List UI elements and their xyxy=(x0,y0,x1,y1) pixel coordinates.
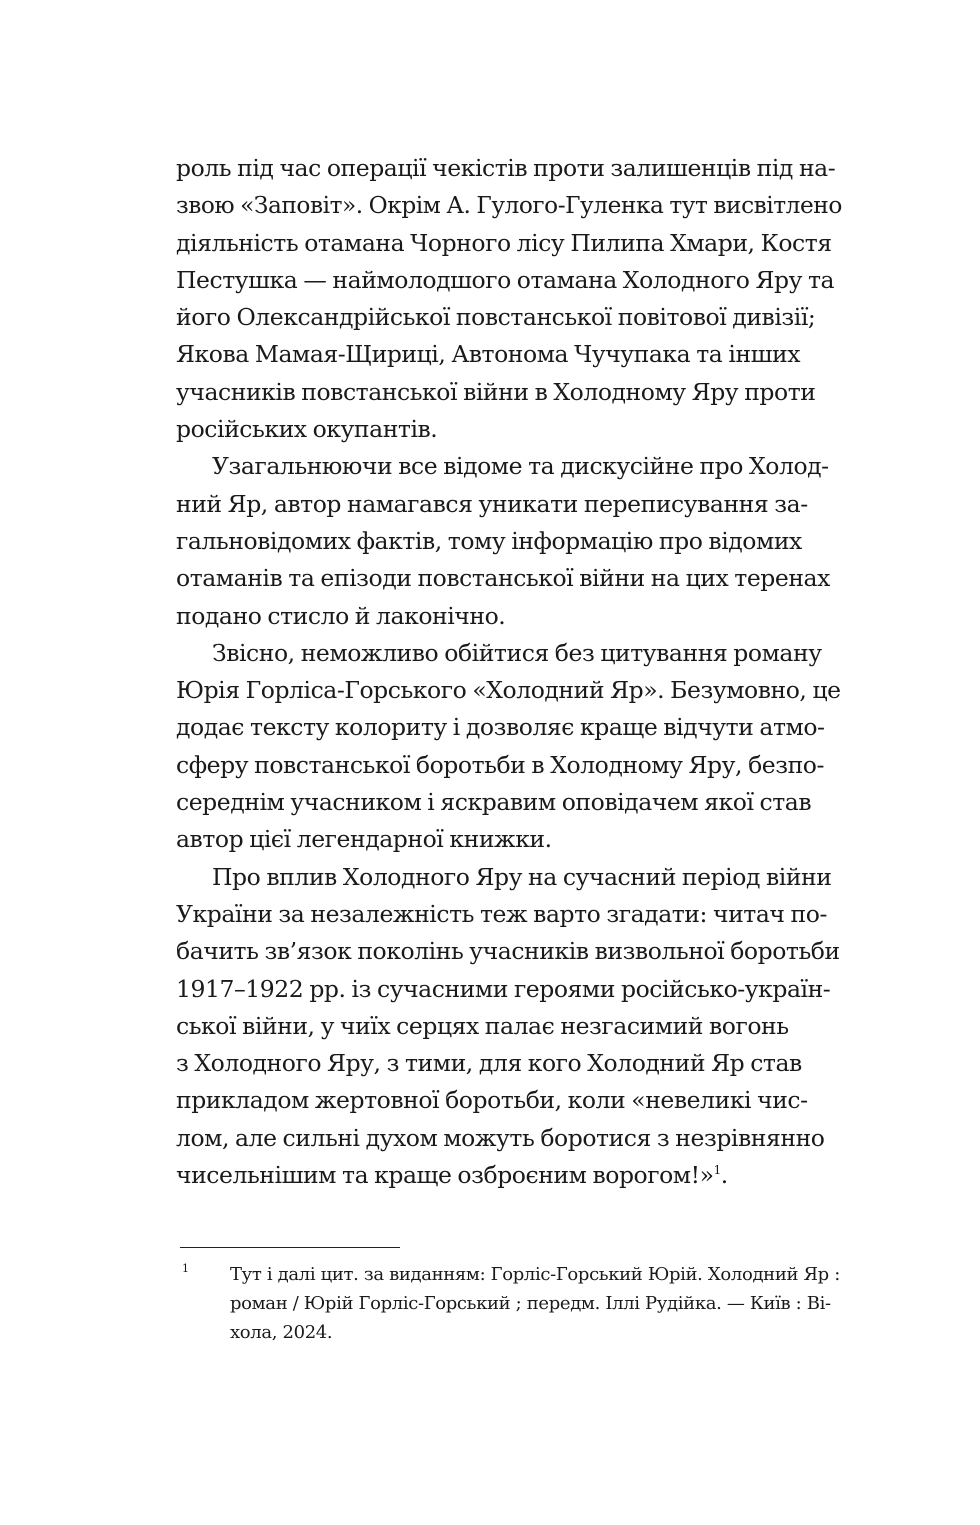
footnote-reference: 1 xyxy=(713,1163,721,1178)
text-line-content: його Олександрійської повстанської повітової дивізії; xyxy=(176,303,816,332)
text-line xyxy=(176,821,846,858)
text-line xyxy=(176,523,846,560)
text-line xyxy=(176,448,846,485)
text-line xyxy=(176,1157,846,1194)
text-line-content: отаманів та епізоди повстанської війни на цих теренах xyxy=(176,564,830,593)
text-line-content: додає тексту колориту і дозволяє краще відчути атмо- xyxy=(176,713,825,742)
text-line-content: України за незалежність теж варто згадати: читач по- xyxy=(176,899,827,928)
text-line xyxy=(176,225,846,262)
text-line xyxy=(176,336,846,373)
text-line-content: Якова Мамая-Щириці, Автонома Чучупака та інших xyxy=(176,340,801,369)
text-line xyxy=(176,1120,846,1157)
text-line xyxy=(176,747,846,784)
text-line xyxy=(176,374,846,411)
text-line-content: ний Яр, автор намагався уникати переписування за- xyxy=(176,489,808,518)
text-line xyxy=(176,709,846,746)
text-line xyxy=(176,411,846,448)
text-line xyxy=(176,635,846,672)
body-text xyxy=(176,150,846,1194)
text-line xyxy=(176,1082,846,1119)
text-line xyxy=(176,971,846,1008)
text-line-content: з Холодного Яру, з тими, для кого Холодний Яр став xyxy=(176,1049,802,1078)
text-line xyxy=(176,672,846,709)
text-line xyxy=(176,262,846,299)
text-line-content: Юрія Горліса-Горського «Холодний Яр». Безумовно, це xyxy=(176,676,841,705)
text-line-content: Пестушка — наймолодшого отамана Холодного Яру та xyxy=(176,265,835,294)
text-line-content: роль під час операції чекістів проти залишенців під на- xyxy=(176,154,836,182)
footnote xyxy=(176,1260,856,1347)
text-line-content: бачить зв’язок поколінь учасників визвольної боротьби xyxy=(176,937,840,966)
text-line xyxy=(176,896,846,933)
text-line-content: Про вплив Холодного Яру на сучасний період війни xyxy=(212,862,832,891)
text-line-content: звою «Заповіт». Окрім А. Гулого-Гуленка тут висвітлено xyxy=(176,192,842,220)
text-line-content: автор цієї легендарної книжки. xyxy=(176,825,552,854)
text-line-content: 1917–1922 рр. із сучасними героями російсько-україн- xyxy=(176,974,831,1003)
footnote-line: Тут і далі цит. за виданням: Горліс-Горський Юрій. Холодний Яр : xyxy=(230,1264,840,1285)
text-line-content: подано стисло й лаконічно. xyxy=(176,601,506,630)
text-line xyxy=(176,784,846,821)
text-line xyxy=(176,1008,846,1045)
text-line-content: Узагальнюючи все відоме та дискусійне про Холод- xyxy=(212,452,829,481)
footnote-number: 1 xyxy=(182,1262,189,1275)
text-line-content: лом, але сильні духом можуть боротися з незрівнянно xyxy=(176,1123,825,1152)
text-line xyxy=(176,560,846,597)
footnote-divider xyxy=(180,1247,400,1248)
text-line-content: російських окупантів. xyxy=(176,415,438,444)
sentence-end: . xyxy=(720,1161,728,1190)
text-line xyxy=(176,150,846,187)
text-line xyxy=(176,933,846,970)
text-line-content: учасників повстанської війни в Холодному Яру проти xyxy=(176,377,816,406)
text-line xyxy=(176,1045,846,1082)
text-line-content: чисельнішим та краще озброєним ворогом!» xyxy=(176,1161,714,1190)
footnote-line: роман / Юрій Горліс-Горський ; передм. Іллі Рудійка. — Київ : Ві- xyxy=(230,1293,831,1314)
text-line-content: гальновідомих фактів, тому інформацію про відомих xyxy=(176,526,802,555)
text-line-content: сферу повстанської боротьби в Холодному Яру, безпо- xyxy=(176,750,824,779)
text-line xyxy=(176,598,846,635)
text-line-content: середнім учасником і яскравим оповідачем якої став xyxy=(176,788,812,817)
text-line-content: ської війни, у чиїх серцях палає незгасимий вогонь xyxy=(176,1011,789,1040)
text-line-content: діяльність отамана Чорного лісу Пилипа Хмари, Костя xyxy=(176,228,832,257)
text-line xyxy=(176,299,846,336)
text-line-content: Звісно, неможливо обійтися без цитування роману xyxy=(212,638,822,667)
text-line-content: прикладом жертовної боротьби, коли «невеликі чис- xyxy=(176,1086,808,1115)
text-line xyxy=(176,486,846,523)
footnote-line: хола, 2024. xyxy=(230,1322,333,1343)
text-line xyxy=(176,187,846,224)
text-line xyxy=(176,859,846,896)
